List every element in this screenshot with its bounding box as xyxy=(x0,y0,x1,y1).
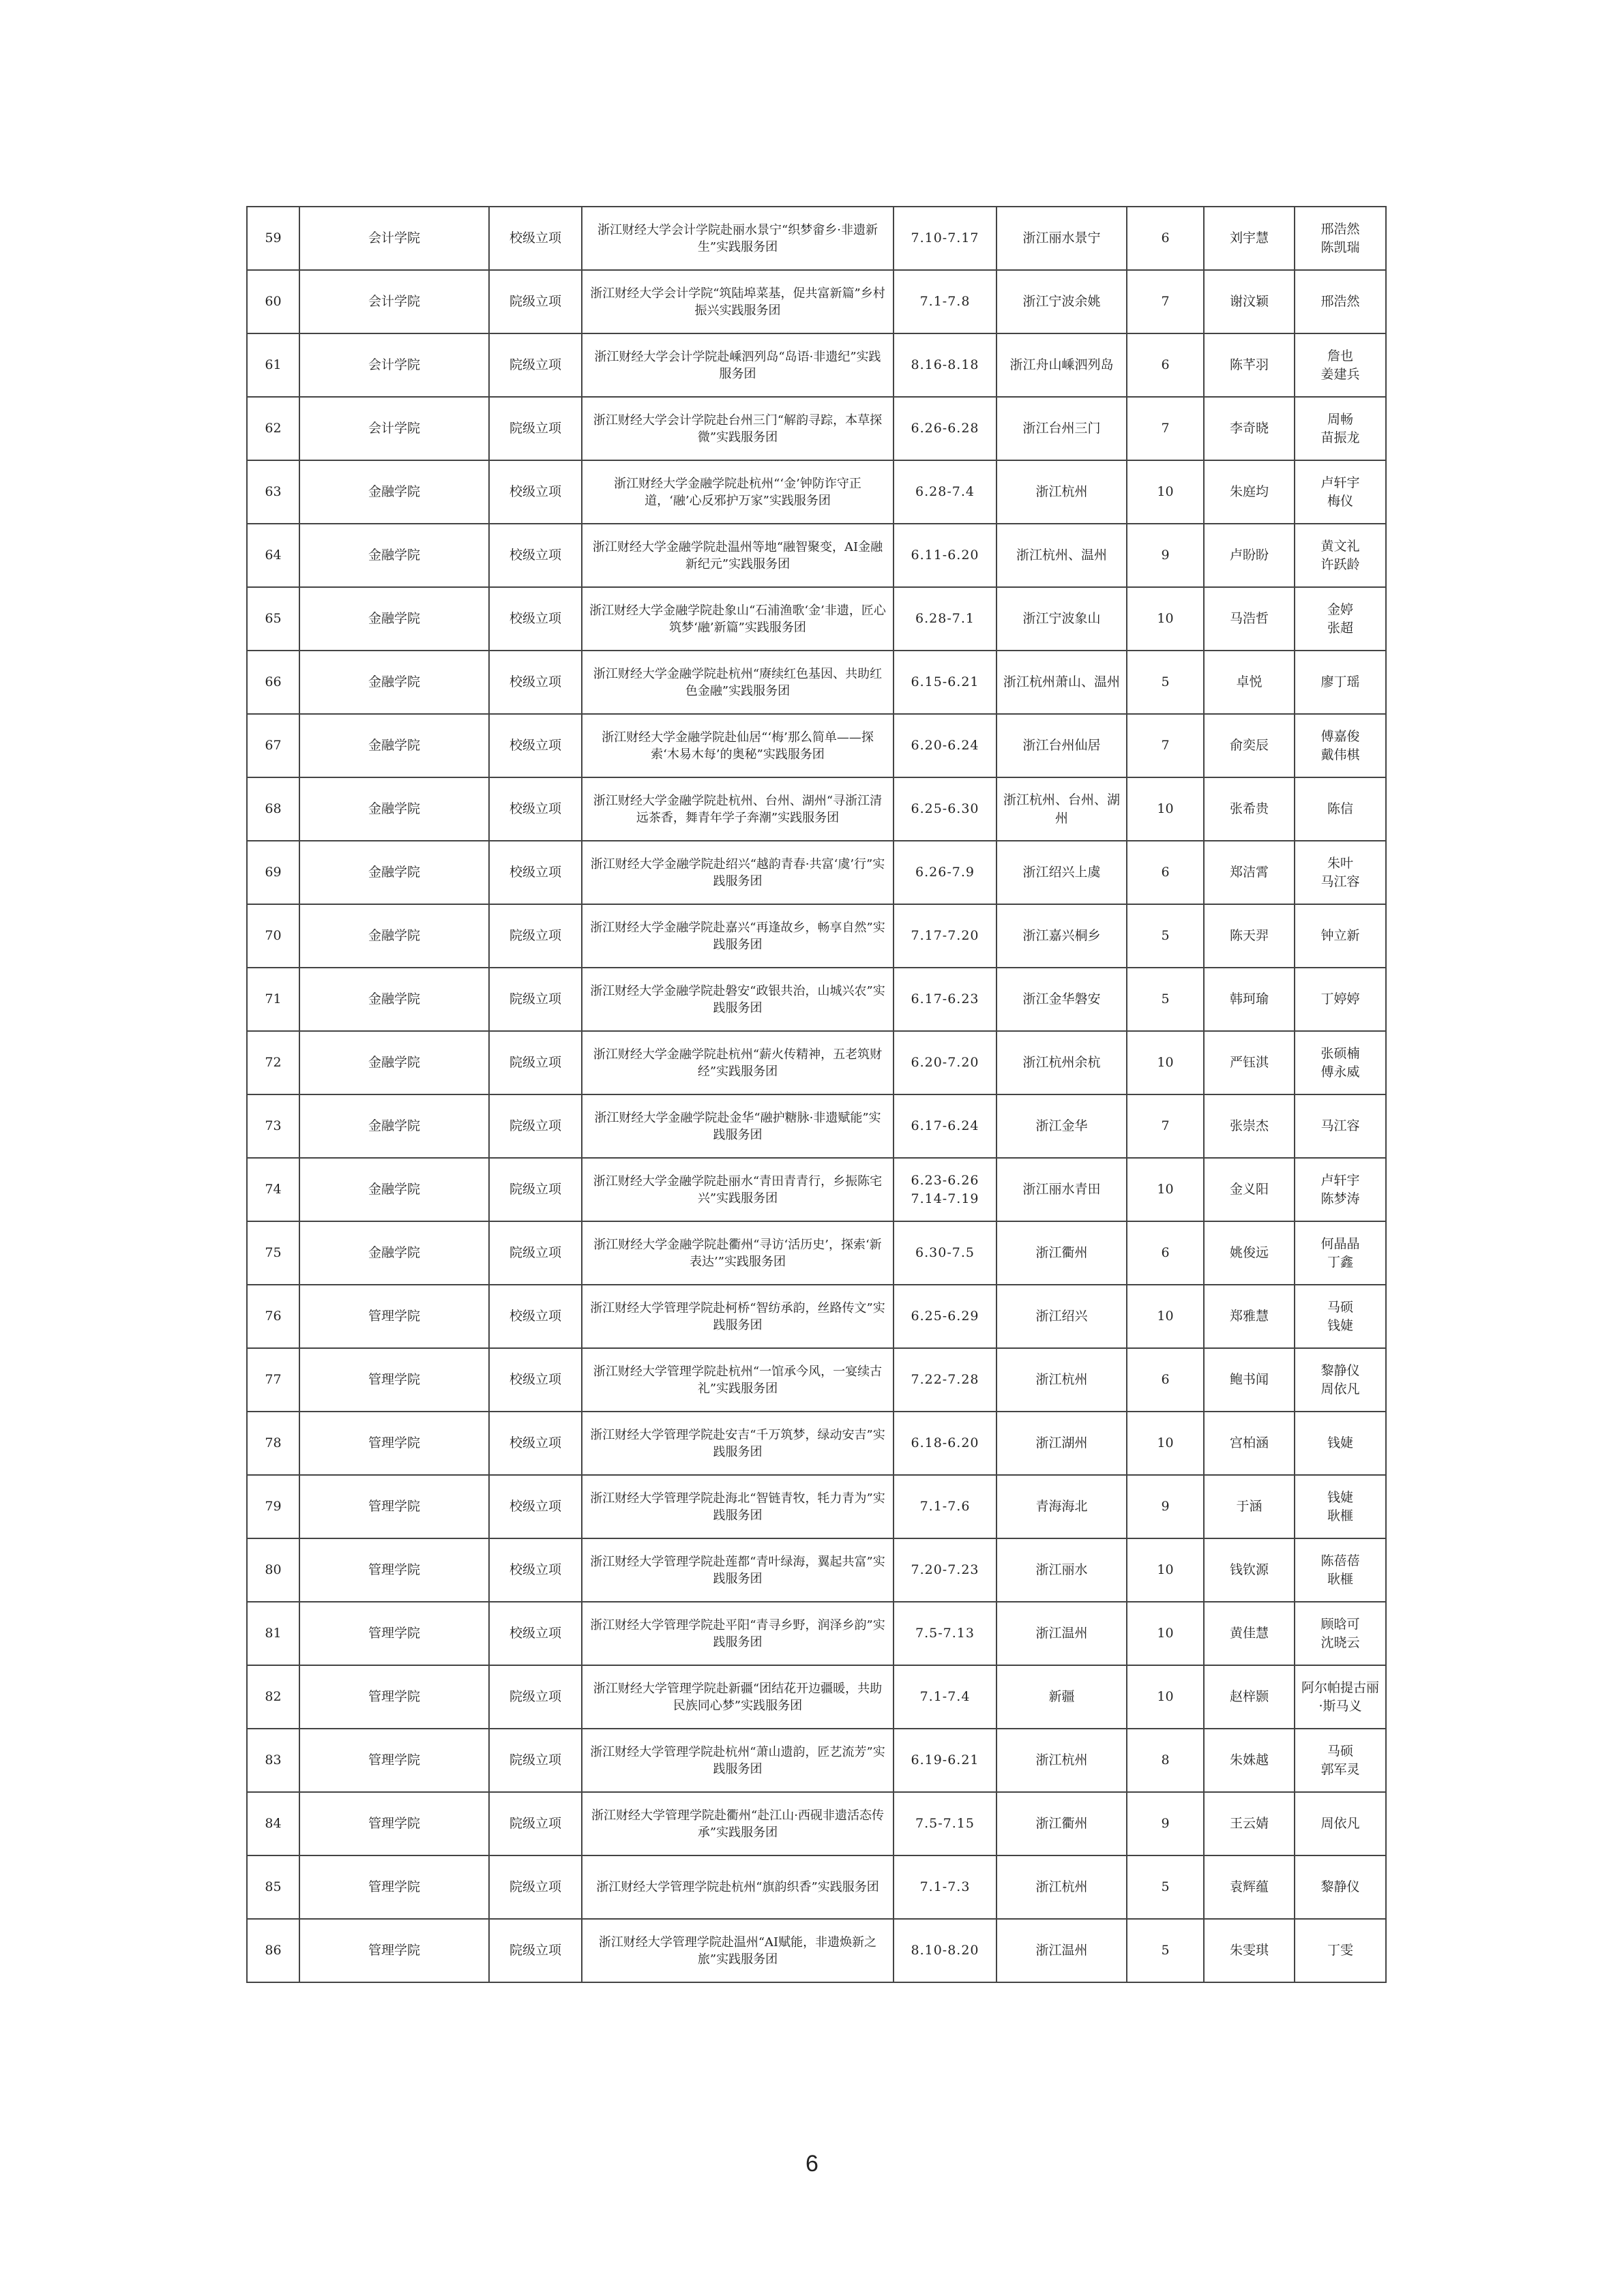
cell-number: 59 xyxy=(247,207,299,270)
cell-college: 管理学院 xyxy=(299,1602,489,1665)
cell-level: 校级立项 xyxy=(489,1412,582,1475)
table-row xyxy=(247,1348,1386,1412)
cell-college: 管理学院 xyxy=(299,1285,489,1348)
cell-member-count: 10 xyxy=(1127,460,1204,524)
cell-project-title: 浙江财经大学金融学院赴衢州“寻访‘活历史’，探索‘新表达’”实践服务团 xyxy=(582,1221,894,1285)
cell-leader: 姚俊远 xyxy=(1204,1221,1295,1285)
cell-leader: 郑雅慧 xyxy=(1204,1285,1295,1348)
cell-level: 校级立项 xyxy=(489,1475,582,1538)
cell-number: 70 xyxy=(247,904,299,968)
cell-advisor: 周畅 苗振龙 xyxy=(1295,397,1386,460)
cell-college: 会计学院 xyxy=(299,397,489,460)
cell-advisor: 陈蓓蓓 耿榧 xyxy=(1295,1538,1386,1602)
cell-leader: 黄佳慧 xyxy=(1204,1602,1295,1665)
cell-level: 校级立项 xyxy=(489,714,582,777)
cell-leader: 王云婧 xyxy=(1204,1792,1295,1855)
cell-advisor: 马硕 郭军灵 xyxy=(1295,1729,1386,1792)
table-row xyxy=(247,968,1386,1031)
cell-date: 8.10-8.20 xyxy=(894,1919,996,1982)
table-row xyxy=(247,904,1386,968)
table-row xyxy=(247,460,1386,524)
cell-location: 浙江温州 xyxy=(996,1919,1127,1982)
project-roster-table xyxy=(246,206,1387,1983)
cell-level: 校级立项 xyxy=(489,1602,582,1665)
cell-college: 金融学院 xyxy=(299,714,489,777)
table-row xyxy=(247,1855,1386,1919)
cell-number: 61 xyxy=(247,333,299,397)
table-row xyxy=(247,841,1386,904)
cell-number: 65 xyxy=(247,587,299,651)
cell-advisor: 黄文礼 许跃龄 xyxy=(1295,524,1386,587)
cell-leader: 金义阳 xyxy=(1204,1158,1295,1221)
cell-college: 金融学院 xyxy=(299,777,489,841)
table-row xyxy=(247,1665,1386,1729)
cell-date: 7.1-7.8 xyxy=(894,270,996,333)
cell-location: 浙江杭州 xyxy=(996,460,1127,524)
cell-date: 7.22-7.28 xyxy=(894,1348,996,1412)
cell-leader: 陈天羿 xyxy=(1204,904,1295,968)
cell-leader: 赵梓颢 xyxy=(1204,1665,1295,1729)
cell-leader: 鲍书闻 xyxy=(1204,1348,1295,1412)
cell-location: 浙江杭州萧山、温州 xyxy=(996,651,1127,714)
table-row xyxy=(247,1729,1386,1792)
cell-project-title: 浙江财经大学管理学院赴平阳“青寻乡野，润泽乡韵”实践服务团 xyxy=(582,1602,894,1665)
cell-leader: 张希贵 xyxy=(1204,777,1295,841)
table-row xyxy=(247,397,1386,460)
cell-member-count: 6 xyxy=(1127,1221,1204,1285)
cell-member-count: 9 xyxy=(1127,1475,1204,1538)
cell-college: 金融学院 xyxy=(299,587,489,651)
cell-project-title: 浙江财经大学金融学院赴杭州“薪火传精神，五老筑财经”实践服务团 xyxy=(582,1031,894,1094)
cell-location: 浙江丽水 xyxy=(996,1538,1127,1602)
table-row xyxy=(247,270,1386,333)
cell-date: 6.17-6.23 xyxy=(894,968,996,1031)
cell-project-title: 浙江财经大学管理学院赴新疆“团结花开边疆暖，共助民族同心梦”实践服务团 xyxy=(582,1665,894,1729)
cell-level: 院级立项 xyxy=(489,968,582,1031)
cell-level: 校级立项 xyxy=(489,651,582,714)
cell-number: 86 xyxy=(247,1919,299,1982)
cell-number: 60 xyxy=(247,270,299,333)
cell-date: 6.25-6.30 xyxy=(894,777,996,841)
cell-college: 金融学院 xyxy=(299,651,489,714)
cell-project-title: 浙江财经大学金融学院赴象山“石浦渔歌‘金’非遗，匠心筑梦‘融’新篇”实践服务团 xyxy=(582,587,894,651)
cell-member-count: 6 xyxy=(1127,333,1204,397)
cell-number: 77 xyxy=(247,1348,299,1412)
cell-leader: 张崇杰 xyxy=(1204,1094,1295,1158)
cell-leader: 俞奕辰 xyxy=(1204,714,1295,777)
cell-leader: 李奇晓 xyxy=(1204,397,1295,460)
table-row xyxy=(247,1094,1386,1158)
cell-number: 66 xyxy=(247,651,299,714)
cell-member-count: 10 xyxy=(1127,1031,1204,1094)
cell-level: 院级立项 xyxy=(489,1221,582,1285)
cell-member-count: 8 xyxy=(1127,1729,1204,1792)
cell-advisor: 黎静仪 周依凡 xyxy=(1295,1348,1386,1412)
cell-member-count: 9 xyxy=(1127,524,1204,587)
cell-college: 金融学院 xyxy=(299,1221,489,1285)
cell-location: 新疆 xyxy=(996,1665,1127,1729)
cell-leader: 刘宇慧 xyxy=(1204,207,1295,270)
page-number: 6 xyxy=(806,2151,818,2177)
cell-date: 6.17-6.24 xyxy=(894,1094,996,1158)
cell-advisor: 阿尔帕提古丽·斯马义 xyxy=(1295,1665,1386,1729)
cell-number: 79 xyxy=(247,1475,299,1538)
cell-level: 院级立项 xyxy=(489,397,582,460)
cell-level: 校级立项 xyxy=(489,460,582,524)
cell-number: 75 xyxy=(247,1221,299,1285)
cell-level: 校级立项 xyxy=(489,207,582,270)
cell-advisor: 朱叶 马江容 xyxy=(1295,841,1386,904)
cell-date: 6.26-7.9 xyxy=(894,841,996,904)
cell-advisor: 廖丁瑶 xyxy=(1295,651,1386,714)
cell-project-title: 浙江财经大学管理学院赴温州“AI赋能，非遗焕新之旅”实践服务团 xyxy=(582,1919,894,1982)
cell-leader: 朱庭均 xyxy=(1204,460,1295,524)
cell-advisor: 钟立新 xyxy=(1295,904,1386,968)
cell-leader: 韩珂瑜 xyxy=(1204,968,1295,1031)
cell-date: 6.30-7.5 xyxy=(894,1221,996,1285)
cell-advisor: 金婷 张超 xyxy=(1295,587,1386,651)
cell-member-count: 10 xyxy=(1127,1665,1204,1729)
cell-date: 6.20-6.24 xyxy=(894,714,996,777)
cell-date: 7.17-7.20 xyxy=(894,904,996,968)
cell-number: 83 xyxy=(247,1729,299,1792)
cell-level: 院级立项 xyxy=(489,333,582,397)
cell-number: 85 xyxy=(247,1855,299,1919)
cell-leader: 陈芊羽 xyxy=(1204,333,1295,397)
cell-advisor: 陈信 xyxy=(1295,777,1386,841)
cell-college: 金融学院 xyxy=(299,841,489,904)
cell-project-title: 浙江财经大学管理学院赴杭州“旗韵织香”实践服务团 xyxy=(582,1855,894,1919)
cell-level: 校级立项 xyxy=(489,1348,582,1412)
cell-project-title: 浙江财经大学金融学院赴温州等地“融智聚变，AI金融新纪元”实践服务团 xyxy=(582,524,894,587)
table-row xyxy=(247,1221,1386,1285)
cell-project-title: 浙江财经大学管理学院赴安吉“千万筑梦，绿动安吉”实践服务团 xyxy=(582,1412,894,1475)
cell-leader: 钱钦源 xyxy=(1204,1538,1295,1602)
cell-project-title: 浙江财经大学会计学院“筑陆埠菜基，促共富新篇”乡村振兴实践服务团 xyxy=(582,270,894,333)
cell-location: 浙江温州 xyxy=(996,1602,1127,1665)
table-row xyxy=(247,333,1386,397)
cell-date: 6.28-7.1 xyxy=(894,587,996,651)
cell-date: 7.10-7.17 xyxy=(894,207,996,270)
cell-project-title: 浙江财经大学金融学院赴磐安“政银共治，山城兴农”实践服务团 xyxy=(582,968,894,1031)
cell-member-count: 10 xyxy=(1127,777,1204,841)
cell-leader: 朱姝越 xyxy=(1204,1729,1295,1792)
cell-project-title: 浙江财经大学管理学院赴杭州“萧山遗韵，匠艺流芳”实践服务团 xyxy=(582,1729,894,1792)
cell-number: 82 xyxy=(247,1665,299,1729)
cell-college: 管理学院 xyxy=(299,1792,489,1855)
cell-leader: 郑洁霄 xyxy=(1204,841,1295,904)
cell-advisor: 卢轩宇 陈梦涛 xyxy=(1295,1158,1386,1221)
cell-advisor: 张硕楠 傅永威 xyxy=(1295,1031,1386,1094)
cell-college: 会计学院 xyxy=(299,270,489,333)
cell-advisor: 顾晗可 沈晓云 xyxy=(1295,1602,1386,1665)
cell-location: 浙江绍兴 xyxy=(996,1285,1127,1348)
cell-college: 金融学院 xyxy=(299,1031,489,1094)
cell-college: 管理学院 xyxy=(299,1729,489,1792)
cell-date: 6.25-6.29 xyxy=(894,1285,996,1348)
table-row xyxy=(247,1602,1386,1665)
cell-level: 院级立项 xyxy=(489,1665,582,1729)
table-row xyxy=(247,587,1386,651)
cell-location: 浙江嘉兴桐乡 xyxy=(996,904,1127,968)
cell-level: 院级立项 xyxy=(489,1792,582,1855)
cell-advisor: 邢浩然 xyxy=(1295,270,1386,333)
cell-number: 64 xyxy=(247,524,299,587)
cell-location: 浙江丽水青田 xyxy=(996,1158,1127,1221)
cell-college: 管理学院 xyxy=(299,1475,489,1538)
cell-college: 金融学院 xyxy=(299,1158,489,1221)
roster-body xyxy=(247,207,1386,1982)
cell-advisor: 钱婕 耿榧 xyxy=(1295,1475,1386,1538)
cell-member-count: 7 xyxy=(1127,1094,1204,1158)
cell-location: 浙江金华磐安 xyxy=(996,968,1127,1031)
cell-date: 6.19-6.21 xyxy=(894,1729,996,1792)
cell-project-title: 浙江财经大学金融学院赴金华“融护糖脉·非遗赋能”实践服务团 xyxy=(582,1094,894,1158)
cell-project-title: 浙江财经大学会计学院赴嵊泗列岛“岛语·非遗纪”实践服务团 xyxy=(582,333,894,397)
cell-advisor: 马江容 xyxy=(1295,1094,1386,1158)
cell-level: 校级立项 xyxy=(489,587,582,651)
cell-advisor: 丁婷婷 xyxy=(1295,968,1386,1031)
cell-member-count: 6 xyxy=(1127,841,1204,904)
cell-college: 金融学院 xyxy=(299,1094,489,1158)
cell-leader: 于涵 xyxy=(1204,1475,1295,1538)
cell-location: 浙江杭州余杭 xyxy=(996,1031,1127,1094)
cell-date: 6.11-6.20 xyxy=(894,524,996,587)
cell-project-title: 浙江财经大学金融学院赴丽水“青田青青行，乡振陈宅兴”实践服务团 xyxy=(582,1158,894,1221)
cell-level: 校级立项 xyxy=(489,524,582,587)
table-row xyxy=(247,1538,1386,1602)
cell-location: 浙江宁波余姚 xyxy=(996,270,1127,333)
cell-level: 校级立项 xyxy=(489,841,582,904)
cell-member-count: 7 xyxy=(1127,714,1204,777)
cell-number: 69 xyxy=(247,841,299,904)
cell-level: 院级立项 xyxy=(489,1855,582,1919)
table-row xyxy=(247,1919,1386,1982)
cell-level: 校级立项 xyxy=(489,777,582,841)
cell-date: 7.1-7.4 xyxy=(894,1665,996,1729)
cell-advisor: 周依凡 xyxy=(1295,1792,1386,1855)
cell-number: 81 xyxy=(247,1602,299,1665)
cell-location: 浙江台州三门 xyxy=(996,397,1127,460)
table-row xyxy=(247,1475,1386,1538)
cell-advisor: 马硕 钱婕 xyxy=(1295,1285,1386,1348)
cell-college: 金融学院 xyxy=(299,460,489,524)
cell-number: 72 xyxy=(247,1031,299,1094)
cell-advisor: 钱婕 xyxy=(1295,1412,1386,1475)
cell-college: 管理学院 xyxy=(299,1348,489,1412)
cell-number: 67 xyxy=(247,714,299,777)
table-row xyxy=(247,1412,1386,1475)
cell-leader: 严钰淇 xyxy=(1204,1031,1295,1094)
cell-number: 68 xyxy=(247,777,299,841)
cell-member-count: 6 xyxy=(1127,207,1204,270)
cell-member-count: 10 xyxy=(1127,1412,1204,1475)
table-row xyxy=(247,207,1386,270)
cell-date: 7.20-7.23 xyxy=(894,1538,996,1602)
cell-location: 浙江杭州、温州 xyxy=(996,524,1127,587)
cell-location: 浙江金华 xyxy=(996,1094,1127,1158)
cell-member-count: 7 xyxy=(1127,270,1204,333)
cell-location: 浙江杭州 xyxy=(996,1729,1127,1792)
cell-member-count: 5 xyxy=(1127,651,1204,714)
cell-leader: 卢盼盼 xyxy=(1204,524,1295,587)
cell-level: 校级立项 xyxy=(489,1285,582,1348)
cell-location: 浙江丽水景宁 xyxy=(996,207,1127,270)
table-row xyxy=(247,1031,1386,1094)
cell-number: 62 xyxy=(247,397,299,460)
cell-college: 管理学院 xyxy=(299,1665,489,1729)
cell-location: 浙江衢州 xyxy=(996,1792,1127,1855)
cell-member-count: 6 xyxy=(1127,1348,1204,1412)
table-row xyxy=(247,651,1386,714)
cell-date: 6.23-6.26 7.14-7.19 xyxy=(894,1158,996,1221)
cell-college: 管理学院 xyxy=(299,1538,489,1602)
cell-level: 院级立项 xyxy=(489,1729,582,1792)
cell-project-title: 浙江财经大学管理学院赴杭州“一馆承今风，一宴续古礼”实践服务团 xyxy=(582,1348,894,1412)
cell-project-title: 浙江财经大学金融学院赴杭州“‘金’钟防诈守正道，‘融’心反邪护万家”实践服务团 xyxy=(582,460,894,524)
cell-advisor: 卢轩宇 梅仪 xyxy=(1295,460,1386,524)
cell-project-title: 浙江财经大学金融学院赴仙居“‘梅’那么简单——探索‘木易木每’的奥秘”实践服务团 xyxy=(582,714,894,777)
cell-location: 浙江衢州 xyxy=(996,1221,1127,1285)
cell-date: 6.15-6.21 xyxy=(894,651,996,714)
cell-location: 浙江杭州 xyxy=(996,1855,1127,1919)
cell-level: 院级立项 xyxy=(489,1031,582,1094)
table-row xyxy=(247,714,1386,777)
cell-advisor: 何晶晶 丁鑫 xyxy=(1295,1221,1386,1285)
cell-project-title: 浙江财经大学会计学院赴台州三门“解韵寻踪，本草探微”实践服务团 xyxy=(582,397,894,460)
cell-level: 院级立项 xyxy=(489,1158,582,1221)
cell-number: 74 xyxy=(247,1158,299,1221)
cell-level: 院级立项 xyxy=(489,1919,582,1982)
cell-number: 63 xyxy=(247,460,299,524)
cell-level: 院级立项 xyxy=(489,1094,582,1158)
cell-college: 管理学院 xyxy=(299,1855,489,1919)
cell-advisor: 邢浩然 陈凯瑞 xyxy=(1295,207,1386,270)
cell-project-title: 浙江财经大学金融学院赴嘉兴“再逢故乡，畅享自然”实践服务团 xyxy=(582,904,894,968)
cell-college: 会计学院 xyxy=(299,207,489,270)
cell-project-title: 浙江财经大学金融学院赴杭州“赓续红色基因、共助红色金融”实践服务团 xyxy=(582,651,894,714)
cell-leader: 袁辉蕴 xyxy=(1204,1855,1295,1919)
cell-college: 管理学院 xyxy=(299,1412,489,1475)
cell-project-title: 浙江财经大学金融学院赴杭州、台州、湖州“寻浙江清远茶香，舞青年学子奔潮”实践服务团 xyxy=(582,777,894,841)
cell-location: 浙江杭州、台州、湖州 xyxy=(996,777,1127,841)
cell-advisor: 黎静仪 xyxy=(1295,1855,1386,1919)
cell-member-count: 5 xyxy=(1127,968,1204,1031)
cell-level: 院级立项 xyxy=(489,904,582,968)
cell-college: 管理学院 xyxy=(299,1919,489,1982)
cell-date: 7.1-7.3 xyxy=(894,1855,996,1919)
cell-member-count: 10 xyxy=(1127,1158,1204,1221)
cell-leader: 谢汶颖 xyxy=(1204,270,1295,333)
cell-location: 青海海北 xyxy=(996,1475,1127,1538)
table-row xyxy=(247,1285,1386,1348)
cell-member-count: 5 xyxy=(1127,1855,1204,1919)
cell-date: 6.28-7.4 xyxy=(894,460,996,524)
cell-number: 76 xyxy=(247,1285,299,1348)
cell-member-count: 5 xyxy=(1127,904,1204,968)
cell-project-title: 浙江财经大学会计学院赴丽水景宁“织梦畲乡·非遗新生”实践服务团 xyxy=(582,207,894,270)
table-row xyxy=(247,777,1386,841)
cell-location: 浙江台州仙居 xyxy=(996,714,1127,777)
cell-number: 78 xyxy=(247,1412,299,1475)
cell-member-count: 10 xyxy=(1127,587,1204,651)
cell-leader: 马浩哲 xyxy=(1204,587,1295,651)
cell-location: 浙江宁波象山 xyxy=(996,587,1127,651)
cell-level: 校级立项 xyxy=(489,1538,582,1602)
cell-date: 8.16-8.18 xyxy=(894,333,996,397)
cell-college: 会计学院 xyxy=(299,333,489,397)
cell-member-count: 10 xyxy=(1127,1602,1204,1665)
cell-location: 浙江杭州 xyxy=(996,1348,1127,1412)
table-row xyxy=(247,1158,1386,1221)
cell-project-title: 浙江财经大学管理学院赴海北“智链青牧，牦力青为”实践服务团 xyxy=(582,1475,894,1538)
table-row xyxy=(247,1792,1386,1855)
cell-date: 6.26-6.28 xyxy=(894,397,996,460)
cell-advisor: 詹也 姜建兵 xyxy=(1295,333,1386,397)
cell-location: 浙江舟山嵊泗列岛 xyxy=(996,333,1127,397)
cell-member-count: 10 xyxy=(1127,1538,1204,1602)
cell-college: 金融学院 xyxy=(299,968,489,1031)
cell-number: 71 xyxy=(247,968,299,1031)
cell-member-count: 9 xyxy=(1127,1792,1204,1855)
cell-number: 84 xyxy=(247,1792,299,1855)
cell-leader: 朱雯琪 xyxy=(1204,1919,1295,1982)
cell-number: 80 xyxy=(247,1538,299,1602)
cell-date: 6.18-6.20 xyxy=(894,1412,996,1475)
cell-location: 浙江绍兴上虞 xyxy=(996,841,1127,904)
cell-date: 7.5-7.13 xyxy=(894,1602,996,1665)
cell-project-title: 浙江财经大学管理学院赴柯桥“智纺承韵，丝路传文”实践服务团 xyxy=(582,1285,894,1348)
cell-college: 金融学院 xyxy=(299,524,489,587)
cell-project-title: 浙江财经大学管理学院赴衢州“赴江山·西砚非遗活态传承”实践服务团 xyxy=(582,1792,894,1855)
cell-level: 院级立项 xyxy=(489,270,582,333)
cell-college: 金融学院 xyxy=(299,904,489,968)
cell-number: 73 xyxy=(247,1094,299,1158)
cell-location: 浙江湖州 xyxy=(996,1412,1127,1475)
cell-member-count: 5 xyxy=(1127,1919,1204,1982)
cell-date: 7.5-7.15 xyxy=(894,1792,996,1855)
cell-project-title: 浙江财经大学金融学院赴绍兴“越韵青春·共富‘虞’行”实践服务团 xyxy=(582,841,894,904)
cell-project-title: 浙江财经大学管理学院赴莲都“青叶绿海，翼起共富”实践服务团 xyxy=(582,1538,894,1602)
table-row xyxy=(247,524,1386,587)
cell-advisor: 傅嘉俊 戴伟棋 xyxy=(1295,714,1386,777)
cell-date: 6.20-7.20 xyxy=(894,1031,996,1094)
cell-date: 7.1-7.6 xyxy=(894,1475,996,1538)
cell-advisor: 丁雯 xyxy=(1295,1919,1386,1982)
cell-leader: 卓悦 xyxy=(1204,651,1295,714)
cell-member-count: 10 xyxy=(1127,1285,1204,1348)
cell-member-count: 7 xyxy=(1127,397,1204,460)
cell-leader: 宫柏涵 xyxy=(1204,1412,1295,1475)
